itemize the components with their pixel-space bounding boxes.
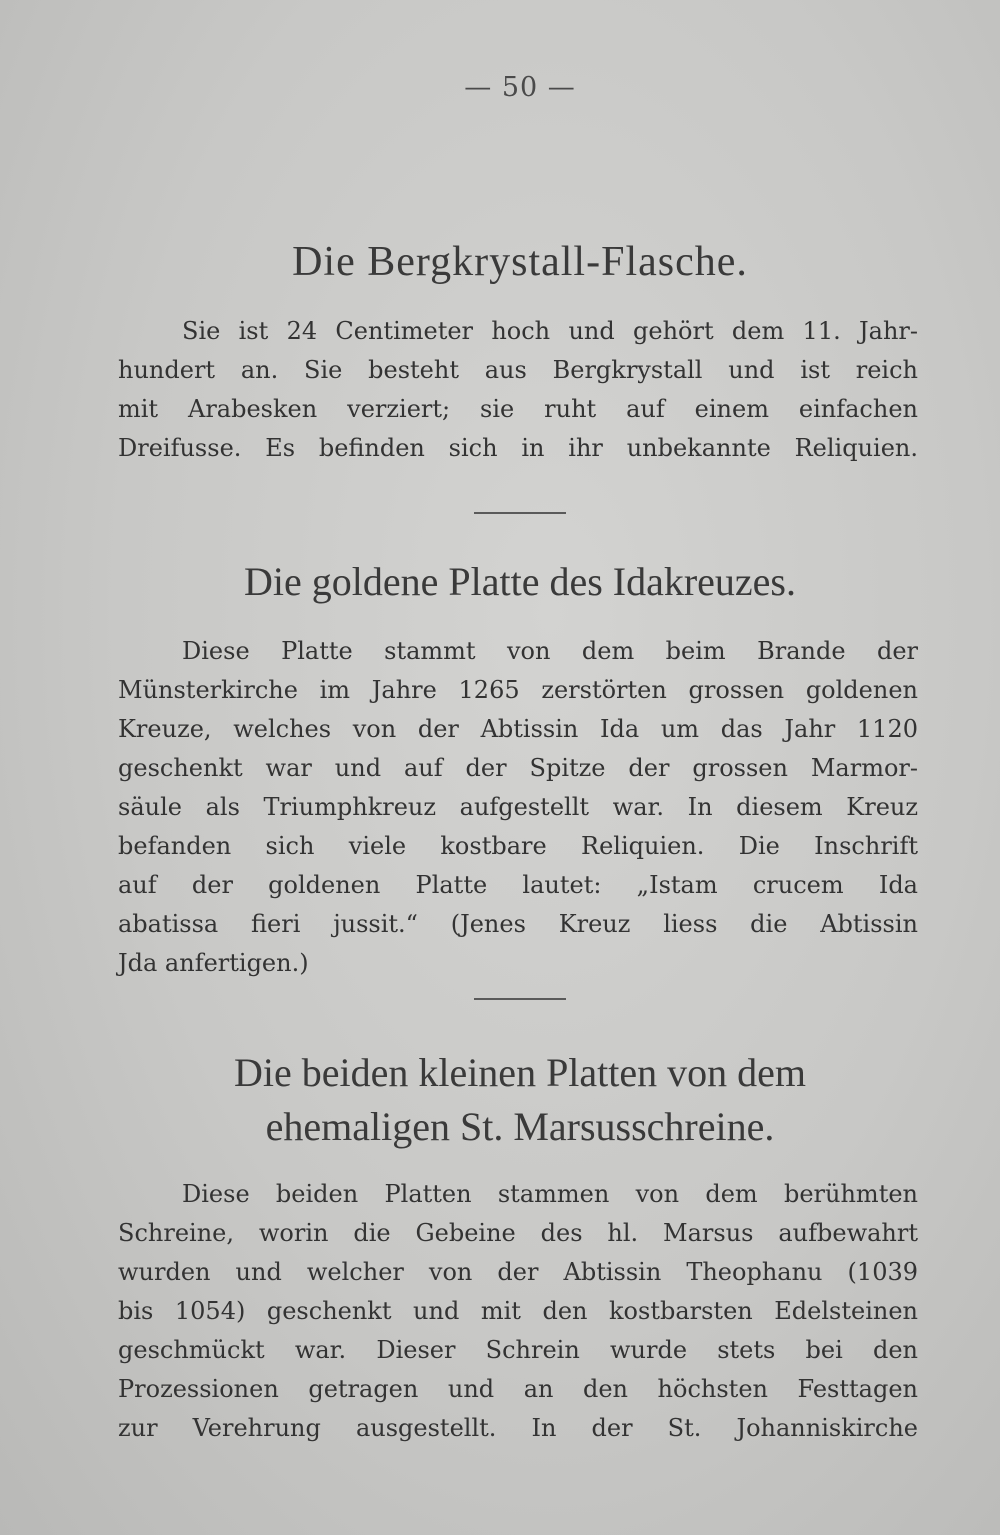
paragraph-marsusschrein [118, 1175, 918, 1448]
text-line: Diese beiden Platten stammen von dem berühmten [182, 1180, 918, 1208]
text-line: zur Verehrung ausgestellt. In der St. Johanniskirche [118, 1414, 918, 1442]
text-line: bis 1054) geschenkt und mit den kostbarsten Edelsteinen [118, 1297, 918, 1325]
text-line: Prozessionen getragen und an den höchsten Festtagen [118, 1375, 918, 1403]
page-number: — 50 — [464, 72, 576, 103]
text-line: Sie ist 24 Centimeter hoch und gehört dem 11. Jahr- [182, 317, 918, 345]
text-line: mit Arabesken verziert; sie ruht auf einem einfachen [118, 395, 918, 423]
text-line: Münsterkirche im Jahre 1265 zerstörten grossen goldenen [118, 676, 918, 704]
title-line: ehemaligen St. Marsusschreine. [265, 1104, 775, 1149]
section-title-bergkrystall-flasche: Die Bergkrystall-Flasche. [292, 239, 748, 285]
section-title-goldene-platte: Die goldene Platte des Idakreuzes. [243, 559, 796, 604]
section-divider [474, 512, 566, 514]
text-line: geschenkt war und auf der Spitze der grossen Marmor- [118, 754, 918, 782]
text-line: Diese Platte stammt von dem beim Brande der [182, 637, 918, 665]
text-line: Jda anfertigen.) [118, 949, 309, 977]
title-line: Die beiden kleinen Platten von dem [233, 1050, 807, 1095]
paragraph-bergkrystall-flasche [118, 312, 918, 468]
paragraph-goldene-platte [118, 632, 918, 983]
text-line: Schreine, worin die Gebeine des hl. Marsus aufbewahrt [118, 1219, 918, 1247]
text-line: wurden und welcher von der Abtissin Theophanu (1039 [118, 1258, 918, 1286]
text-line: abatissa fieri jussit.“ (Jenes Kreuz liess die Abtissin [118, 910, 918, 938]
text-line: hundert an. Sie besteht aus Bergkrystall und ist reich [118, 356, 918, 384]
section-divider [474, 998, 566, 1000]
text-line: befanden sich viele kostbare Reliquien. Die Inschrift [118, 832, 918, 860]
text-line: Dreifusse. Es befinden sich in ihr unbekannte Reliquien. [118, 434, 918, 462]
text-line: Kreuze, welches von der Abtissin Ida um das Jahr 1120 [118, 715, 918, 743]
text-line: säule als Triumphkreuz aufgestellt war. In diesem Kreuz [118, 793, 918, 821]
text-line: geschmückt war. Dieser Schrein wurde stets bei den [118, 1336, 918, 1364]
text-line: auf der goldenen Platte lautet: „Istam crucem Ida [118, 871, 918, 899]
section-title-marsusschrein [100, 1046, 940, 1154]
